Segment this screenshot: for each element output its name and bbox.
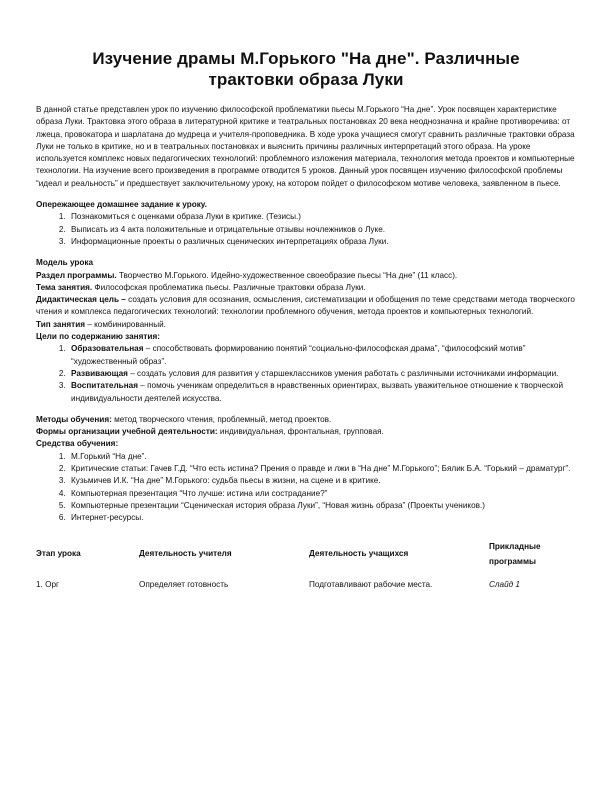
list-item: 4. Компьютерная презентация “Что лучше: истина или сострадание?”	[68, 488, 576, 500]
aim-label: Воспитательная	[71, 381, 138, 391]
homework-list	[36, 211, 576, 248]
intro-paragraph: В данной статье представлен урок по изучению философской проблематики пьесы М.Горького “На дне”. Урок посвящен характеристике образа Луки. Трактовка этого образа в литературной критике и театральных постановках 20 века неоднозначна и крайне противоречива: от лжеца, провокатора и шарлатана до мудреца и учителя-проповедника. В ходе урока учащиеся смогут сравнить различные трактовки образа Луки не только в критике, но и в театральных постановках и выяснить причины различных интерпретаций этого образа. На уроке используется комплекс новых педагогических технологий: проблемного изложения материала, технология метода проектов и компьютерные технологии. На изучение всего произведения в программе отводится 5 уроков. Данный урок посвящен изучению философской проблемы “идеал и реальность” и предшествует заключительному уроку, на котором пойдет о философском мотиве человека, заявленном в пьесе.	[36, 105, 575, 188]
program-section	[36, 270, 576, 282]
table-cell: 1. Орг	[36, 579, 60, 589]
teaching-methods	[36, 414, 576, 426]
aim-label: Образовательная	[71, 344, 144, 354]
table-header: Деятельность учителя	[139, 549, 232, 558]
table-cell: Слайд 1	[489, 579, 520, 589]
aims-list	[36, 343, 576, 404]
list-item: 5. Компьютерные презентации “Сценическая история образа Луки”, “Новая жизнь образа” (Проекты учеников.)	[68, 500, 576, 512]
table-header-row	[36, 539, 576, 569]
list-item	[68, 343, 576, 368]
table-header: Деятельность учащихся	[309, 549, 409, 558]
aims-heading: Цели по содержанию занятия:	[36, 332, 160, 342]
model-heading: Модель урока	[36, 258, 94, 268]
list-item: 2. Выписать из 4 акта положительные и отрицательные отзывы ночлежников о Луке.	[68, 224, 576, 236]
title-line-2: трактовки образа Луки	[208, 70, 404, 89]
program-section-label: Раздел программы.	[36, 270, 117, 280]
homework-heading: Опережающее домашнее задание к уроку.	[36, 200, 207, 210]
lesson-table	[36, 539, 576, 589]
organization-forms-text: индивидуальная, фронтальная, групповая.	[217, 427, 384, 437]
list-item: 3. Кузьмичев И.К. “На дне” М.Горького: судьба пьесы в жизни, на сцене и в критике.	[68, 475, 576, 487]
aim-label: Развивающая	[71, 368, 128, 378]
lesson-type-label: Тип занятия	[36, 319, 86, 329]
organization-forms	[36, 426, 576, 438]
didactic-goal	[36, 294, 576, 319]
lesson-type-text: – комбинированный.	[85, 319, 166, 329]
aim-text: – помочь ученикам определиться в нравственных ориентирах, вызвать уважительное отношение к творческой индивидуальности деятелей искусства.	[71, 381, 564, 403]
table-row	[36, 569, 576, 589]
program-section-text: Творчество М.Горького. Идейно-художественное своеобразие пьесы “На дне” (11 класс).	[116, 270, 458, 280]
table-header: Этап урока	[36, 549, 81, 558]
list-item: 2. Критические статьи: Гачев Г.Д. “Что есть истина? Прения о правде и лжи в “На дне” М.Горького”; Бялик Б.А. “Горький – драматург”.	[68, 463, 576, 475]
teaching-methods-text: метод творческого чтения, проблемный, метод проектов.	[111, 414, 332, 424]
lesson-topic	[36, 282, 576, 294]
teaching-methods-label: Методы обучения:	[36, 414, 112, 424]
list-item: 6. Интернет-ресурсы.	[68, 512, 576, 524]
lesson-topic-label: Тема занятия.	[36, 282, 93, 292]
list-item: 1. М.Горький “На дне”.	[68, 451, 576, 463]
aim-text: – создать условия для развития у старшеклассников умения работать с различными источниками информации.	[127, 368, 559, 378]
title-line-1: Изучение драмы М.Горького "На дне". Различные	[92, 49, 520, 68]
didactic-goal-label: Дидактическая цель –	[36, 295, 126, 305]
list-item: 1. Познакомиться с оценками образа Луки в критике. (Тезисы.)	[68, 211, 576, 223]
didactic-goal-text: создать условия для осознания, осмысления, систематизации и обобщения по теме средствами метода творческого чтения и комплекса педагогических технологий: технологии проблемного обучения, метода проектов и компьютерных технологий.	[36, 295, 575, 317]
means-heading: Средства обучения:	[36, 439, 119, 449]
page-title	[36, 48, 576, 90]
aim-text: – способствовать формированию понятий “социально-философская драма”, “философский мотив” “художественный образ”.	[71, 344, 526, 366]
list-item: 3. Информационные проекты о различных сценических интерпретациях образа Луки.	[68, 236, 576, 248]
means-list	[36, 451, 576, 525]
list-item	[68, 368, 576, 380]
organization-forms-label: Формы организации учебной деятельности:	[36, 427, 218, 437]
table-cell: Подготавливают рабочие места.	[309, 579, 433, 589]
lesson-topic-text: Философская проблематика пьесы. Различные трактовки образа Луки.	[92, 282, 366, 292]
table-cell: Определяет готовность	[139, 579, 229, 589]
table-header: Прикладные программы	[489, 541, 541, 566]
lesson-type	[36, 319, 576, 331]
list-item	[68, 380, 576, 405]
